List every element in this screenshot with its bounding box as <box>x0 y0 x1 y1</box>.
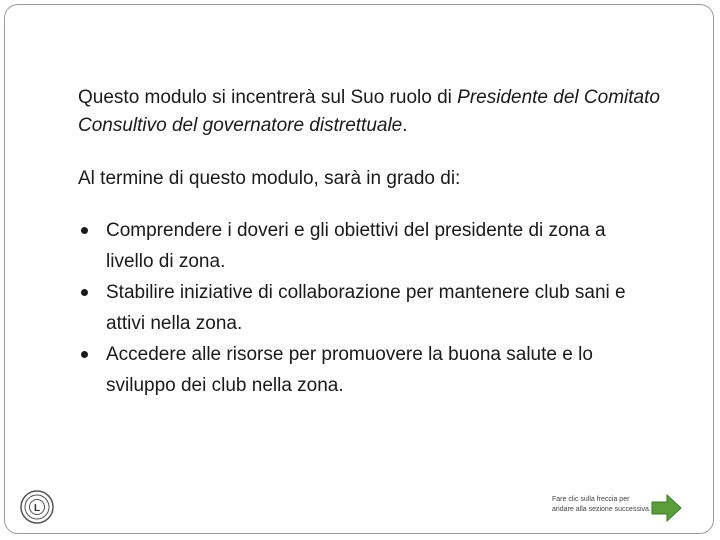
navigation-hint: Fare clic sulla freccia per andare alla sezione successiva. <box>552 496 651 513</box>
bullet-icon <box>81 227 88 234</box>
intro-prefix: Questo modulo si incentrerà sul Suo ruolo di <box>78 87 458 108</box>
intro-role: Presidente del Comitato Consultivo del governatore distrettuale <box>78 87 660 136</box>
intro-suffix: . <box>402 115 408 136</box>
objective-item <box>78 339 658 401</box>
intro-text <box>78 84 678 140</box>
bullet-icon <box>81 351 88 358</box>
objectives-list <box>78 215 658 401</box>
logo-letter: L <box>33 503 41 514</box>
objective-text: Stabilire iniziative di collaborazione per mantenere club sani e attivi nella zona. <box>106 282 626 334</box>
objective-item <box>78 277 658 339</box>
objective-text: Accedere alle risorse per promuovere la buona salute e lo sviluppo dei club nella zona. <box>106 344 593 396</box>
lions-logo-icon <box>20 490 54 524</box>
objective-text: Comprendere i doveri e gli obiettivi del presidente di zona a livello di zona. <box>106 220 606 272</box>
objective-item <box>78 215 658 277</box>
lead-text: Al termine di questo modulo, sarà in grado di: <box>78 168 461 189</box>
arrow-right-icon[interactable] <box>650 493 683 523</box>
bullet-icon <box>81 289 88 296</box>
